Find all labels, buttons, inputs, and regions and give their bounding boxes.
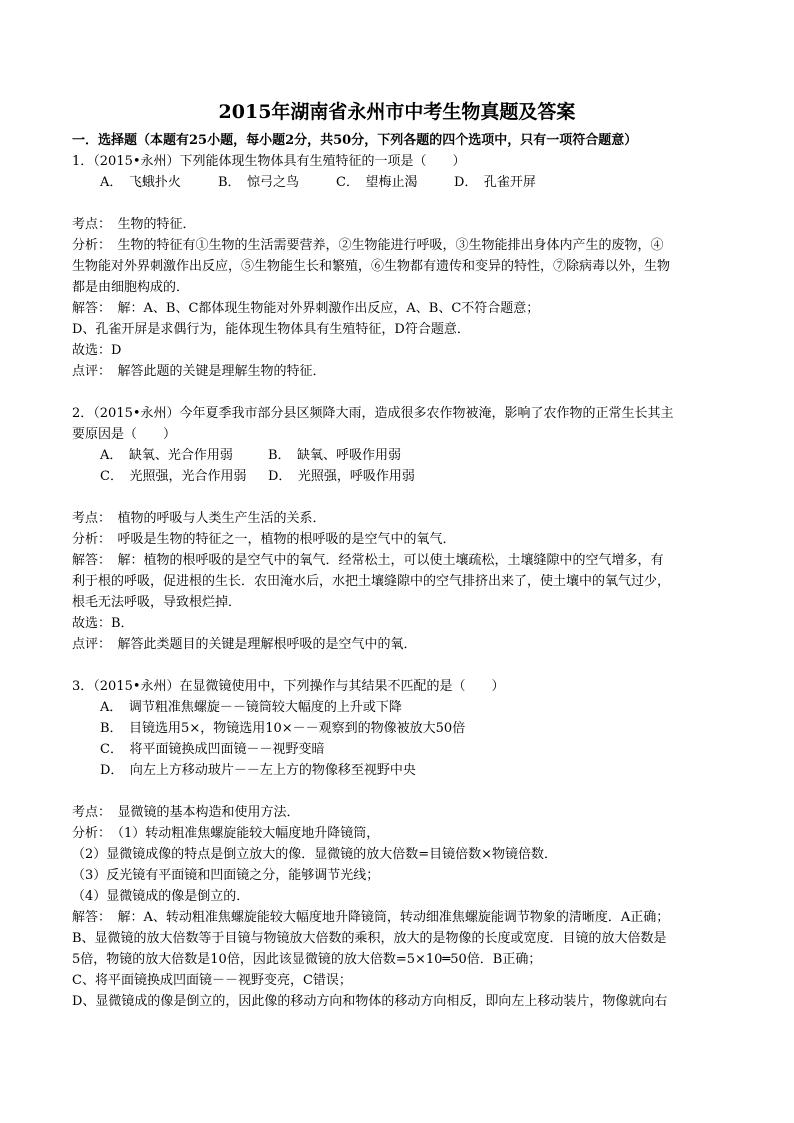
answer: 故选：B． bbox=[72, 616, 134, 631]
kaodian: 考点： 显微镜的基本构造和使用方法． bbox=[72, 805, 300, 820]
jieda-line: D、显微镜成的像是倒立的，因此像的移动方向和物体的移动方向相反，即向左上移动装片，物像就向右 bbox=[72, 994, 668, 1009]
question-options bbox=[72, 466, 722, 487]
jieda-line: 利于根的呼吸，促进根的生长．农田淹水后，水把土壤缝隙中的空气排挤出来了，使土壤中的氧气过少， bbox=[72, 574, 671, 589]
question-options bbox=[72, 445, 722, 466]
option-d: D． 光照强，呼吸作用弱 bbox=[268, 469, 415, 484]
answer: 故选：D bbox=[72, 343, 122, 358]
jieda-line: 解答： 解：A、B、C都体现生物能对外界刺激作出反应，A、B、C不符合题意； bbox=[72, 301, 540, 316]
option-b: B． 惊弓之鸟 bbox=[218, 175, 300, 190]
option-b: B． 目镜选用5×，物镜选用10×－－观察到的物像被放大50倍 bbox=[100, 721, 466, 736]
dianping: 点评： 解答此题的关键是理解生物的特征． bbox=[72, 364, 326, 379]
document-page bbox=[72, 100, 722, 1012]
jieda-line: C、将平面镜换成凹面镜－－视野变亮，C错误； bbox=[72, 973, 352, 988]
option-d: D． 孔雀开屏 bbox=[454, 175, 536, 190]
question-stem: 1．（2015•永州）下列能体现生物体具有生殖特征的一项是（ ） bbox=[72, 154, 466, 169]
fenxi-line: 分析： 呼吸是生物的特征之一，植物的根呼吸的是空气中的氧气． bbox=[72, 532, 456, 547]
fenxi-line: 生物能对外界刺激作出反应，⑤生物能生长和繁殖，⑥生物都有遗传和变异的特性，⑦除病毒以外，生物 bbox=[72, 259, 671, 274]
jieda-line: D、孔雀开屏是求偶行为，能体现生物体具有生殖特征，D符合题意． bbox=[72, 322, 470, 337]
question-1 bbox=[72, 151, 722, 382]
fenxi-line: 分析： 生物的特征有①生物的生活需要营养，②生物能进行呼吸，③生物能排出身体内产生的废物，④ bbox=[72, 238, 664, 253]
kaodian: 考点： 生物的特征． bbox=[72, 217, 196, 232]
option-a: A． 飞蛾扑火 bbox=[100, 175, 181, 190]
fenxi-line: （4）显微镜成的像是倒立的． bbox=[72, 889, 250, 904]
question-3 bbox=[72, 676, 722, 1012]
question-stem: 2．（2015•永州）今年夏季我市部分县区频降大雨，造成很多农作物被淹，影响了农作物的正常生长其主 bbox=[72, 406, 674, 421]
question-stem: 3．（2015•永州）在显微镜使用中，下列操作与其结果不匹配的是（ ） bbox=[72, 679, 505, 694]
option-b: B． 缺氧、呼吸作用弱 bbox=[268, 448, 402, 463]
question-options bbox=[72, 172, 722, 193]
fenxi-line: 分析： （1）转动粗准焦螺旋能较大幅度地升降镜筒， bbox=[72, 826, 380, 841]
option-c: C． 望梅止渴 bbox=[336, 175, 418, 190]
jieda-line: 5倍，物镜的放大倍数是10倍，因此该显微镜的放大倍数=5×10═50倍．B正确； bbox=[72, 952, 542, 967]
question-2 bbox=[72, 403, 722, 655]
fenxi-line: （3）反光镜有平面镜和凹面镜之分，能够调节光线； bbox=[72, 868, 380, 883]
question-stem: 要原因是（ ） bbox=[72, 427, 177, 442]
jieda-line: B、显微镜的放大倍数等于目镜与物镜放大倍数的乘积，放大的是物像的长度或宽度．目镜的放大倍数是 bbox=[72, 931, 667, 946]
dianping: 点评： 解答此类题目的关键是理解根呼吸的是空气中的氧． bbox=[72, 637, 417, 652]
option-a: A． 缺氧、光合作用弱 bbox=[100, 448, 233, 463]
option-a: A． 调节粗准焦螺旋－－镜筒较大幅度的上升或下降 bbox=[100, 700, 402, 715]
fenxi-line: 都是由细胞构成的． bbox=[72, 280, 190, 295]
option-c: C． 将平面镜换成凹面镜－－视野变暗 bbox=[100, 742, 325, 757]
kaodian: 考点： 植物的呼吸与人类生产生活的关系． bbox=[72, 511, 326, 526]
option-c: C． 光照强，光合作用弱 bbox=[100, 469, 247, 484]
jieda-line: 解答： 解：A、转动粗准焦螺旋能较大幅度地升降镜筒，转动细准焦螺旋能调节物象的清晰度．A正确； bbox=[72, 910, 670, 925]
jieda-line: 根毛无法呼吸，导致根烂掉． bbox=[72, 595, 242, 610]
option-d: D． 向左上方移动玻片－－左上方的物像移至视野中央 bbox=[100, 763, 416, 778]
jieda-line: 解答： 解：植物的根呼吸的是空气中的氧气．经常松土，可以使土壤疏松，土壤缝隙中的空气增多，有 bbox=[72, 553, 664, 568]
fenxi-line: （2）显微镜成像的特点是倒立放大的像．显微镜的放大倍数=目镜倍数×物镜倍数． bbox=[72, 847, 558, 862]
document-title: 2015年湖南省永州市中考生物真题及答案 bbox=[218, 101, 576, 123]
section-header: 一．选择题（本题有25小题，每小题2分，共50分，下列各题的四个选项中，只有一项符合题意） bbox=[72, 133, 638, 148]
